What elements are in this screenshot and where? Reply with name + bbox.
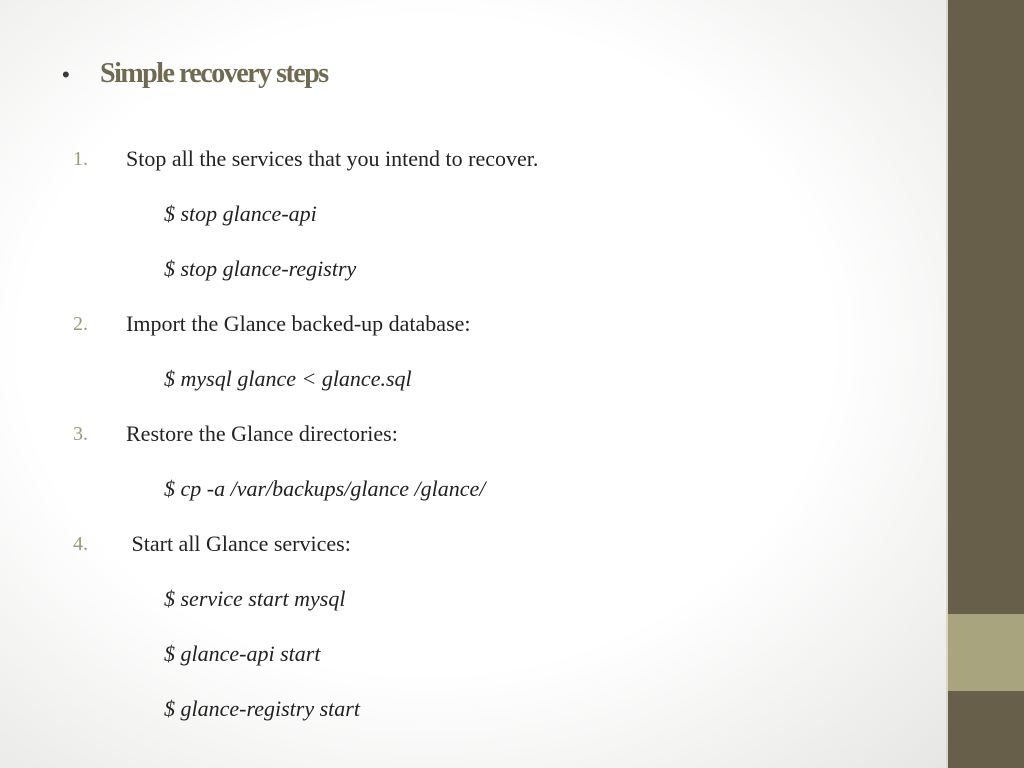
slide-title: Simple recovery steps (100, 58, 328, 89)
bullet-icon: • (62, 62, 70, 87)
command-line: $ service start mysql (164, 586, 346, 611)
command-line: $ stop glance-api (164, 201, 317, 226)
slide-heading (62, 58, 328, 90)
sidebar-accent-block (948, 614, 1024, 691)
command-line: $ glance-api start (164, 641, 321, 666)
step-text: Start all Glance services: (126, 531, 351, 556)
command-line: $ stop glance-registry (164, 256, 357, 281)
step-number: 4. (73, 533, 88, 555)
command-line: $ mysql glance < glance.sql (164, 366, 412, 391)
step-number: 3. (73, 423, 88, 445)
step-text: Stop all the services that you intend to recover. (126, 146, 539, 171)
step-text: Import the Glance backed-up database: (126, 311, 471, 336)
command-line: $ cp -a /var/backups/glance /glance/ (164, 476, 486, 501)
step-text: Restore the Glance directories: (126, 421, 398, 446)
step-number: 1. (73, 148, 88, 170)
command-line: $ glance-registry start (164, 696, 360, 721)
step-number: 2. (73, 313, 88, 335)
